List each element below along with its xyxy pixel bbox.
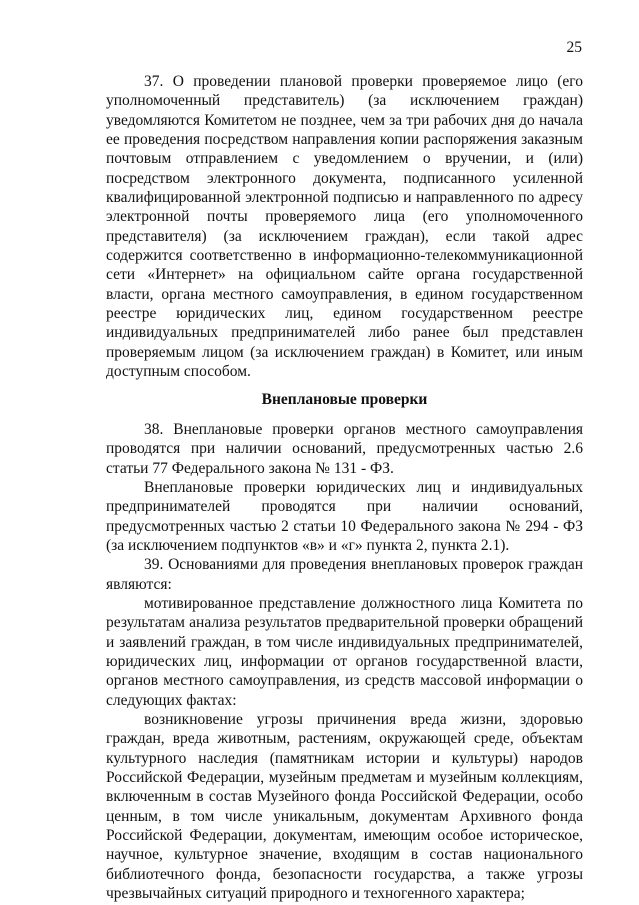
paragraph-38: 38. Внеплановые проверки органов местного самоуправления проводятся при наличии оснований, предусмотренных частью 2.6 статьи 77 Федерального закона № 131 - ФЗ. [106,420,583,477]
document-body [106,72,583,903]
page-number: 25 [566,39,582,56]
section-heading: Внеплановые проверки [261,390,428,408]
paragraph-37: 37. О проведении плановой проверки проверяемое лицо (его уполномоченный представитель) (за исключением граждан) уведомляются Комитетом не позднее, чем за три рабочих дня до начала ее проведения посредством направления копии распоряжения заказным почтовым отправлением с уведомлением о вручении, и (или) посредством электронного документа, подписанного усиленной квалифицированной электронной подписью и направленного по адресу электронной почты проверяемого лица (его уполномоченного представителя) (за исключением граждан), если такой адрес содержится соответственно в информационно-телекоммуникационной сети «Интернет» на официальном сайте органа государственной власти, органа местного самоуправления, в едином государственном реестре юридических лиц, едином государственном реестре индивидуальных предпринимателей либо ранее был представлен проверяемым лицом (за исключением граждан) в Комитет, или иным доступным способом. [106,73,583,381]
paragraph-38-continued: Внеплановые проверки юридических лиц и индивидуальных предпринимателей проводятся при наличии оснований, предусмотренных частью 2 статьи 10 Федерального закона № 294 - ФЗ (за исключением подпунктов «в» и «г» пункта 2, пункта 2.1). [106,478,583,554]
paragraph-39-ground-threat: возникновение угрозы причинения вреда жизни, здоровью граждан, вреда животным, растениям, окружающей среде, объектам культурного наследия (памятникам истории и культуры) народов Российской Федерации, музейным предметам и музейным коллекциям, включенным в состав Музейного фонда Российской Федерации, особо ценным, в том числе уникальным, документам Архивного фонда Российской Федерации, документам, имеющим особое историческое, научное, культурное значение, входящим в состав национального библиотечного фонда, безопасности государства, а также угрозы чрезвычайных ситуаций природного и техногенного характера; [106,711,583,903]
paragraph-39-ground-representation: мотивированное представление должностного лица Комитета по результатам анализа результатов предварительной проверки обращений и заявлений граждан, в том числе индивидуальных предпринимателей, юридических лиц, информации от органов государственной власти, органов местного самоуправления, из средств массовой информации о следующих фактах: [106,594,583,709]
paragraph-39: 39. Основаниями для проведения внеплановых проверок граждан являются: [106,556,583,593]
